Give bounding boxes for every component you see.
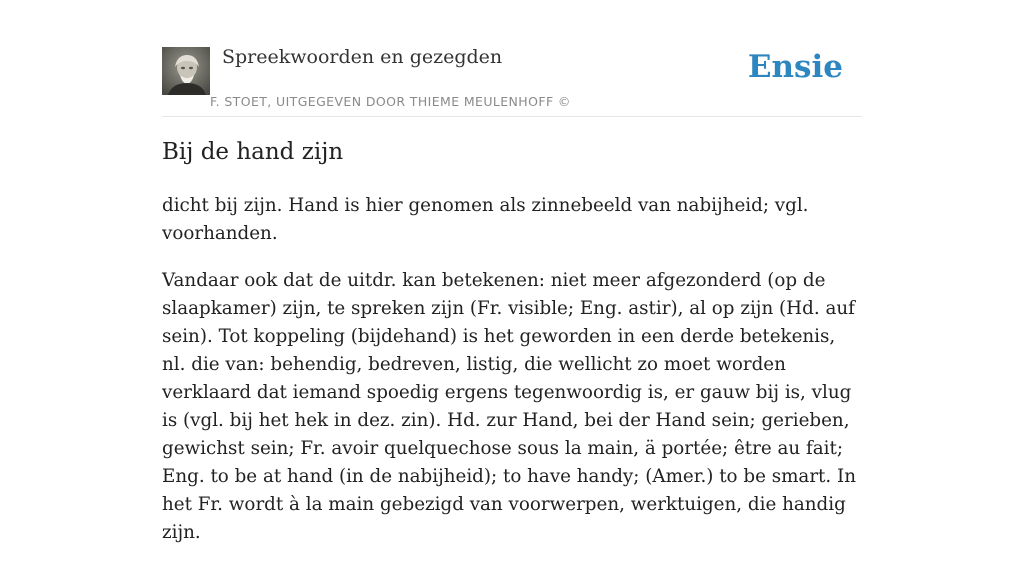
entry-paragraph: Vandaar ook dat de uitdr. kan betekenen: niet meer afgezonderd (op de slaapkamer) zijn, te spreken zijn (Fr. visible; Eng. astir), al op zijn (Hd. auf sein). Tot koppeling (bijdehand) is het geworden in een derde betekenis, nl. die van: behendig, bedreven, listig, die wellicht zo moet worden verklaard dat iemand spoedig ergens tegenwoordig is, er gauw bij is, vlug is (vgl. bij het hek in dez. zin). Hd. zur Hand, bei der Hand sein; gerieben, gewichst sein; Fr. avoir quelquechose sous la main, ä portée; être au fait; Eng. to be at hand (in de nabijheid); to have handy; (Amer.) to be smart. In het Fr. wordt à la main gebezigd van voorwerpen, werktuigen, die handig zijn. [162,270,857,543]
entry-body [162,192,862,566]
book-title[interactable]: Spreekwoorden en gezegden [222,46,503,68]
ensie-logo[interactable]: Ensie [747,49,843,85]
author-portrait-image [162,47,210,95]
entry-paragraph: dicht bij zijn. Hand is hier genomen als zinnebeeld van nabijheid; vgl. voorhanden. [162,195,809,244]
source-header [162,44,862,117]
entry-title: Bij de hand zijn [162,139,344,165]
book-author-credit: F. STOET, UITGEGEVEN DOOR THIEME MEULENHOFF © [210,94,571,109]
